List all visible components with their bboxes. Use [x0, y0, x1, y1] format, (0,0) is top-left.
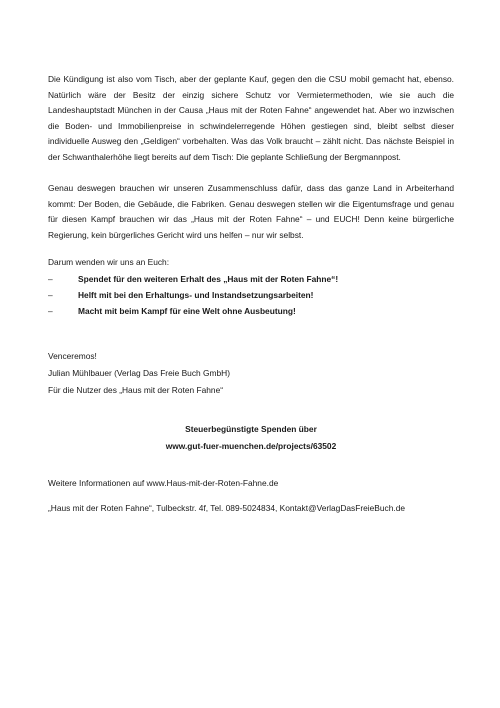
- demand-text: Helft mit bei den Erhaltungs- und Instandsetzungsarbeiten!: [78, 290, 314, 300]
- donation-link[interactable]: www.gut-fuer-muenchen.de/projects/63502: [165, 441, 337, 451]
- demand-item: [48, 288, 454, 304]
- contact-line: „Haus mit der Roten Fahne“, Tulbeckstr. 4f, Tel. 089-5024834, Kontakt@VerlagDasFreieBuch.de: [48, 503, 406, 513]
- demand-item: [48, 304, 454, 320]
- on-behalf-line: Für die Nutzer des „Haus mit der Roten Fahne“: [48, 385, 224, 395]
- closing-block: [48, 349, 454, 400]
- lead-in-text: Darum wenden wir uns an Euch:: [48, 257, 170, 267]
- demands-list: [48, 272, 454, 320]
- demand-text: Macht mit beim Kampf für eine Welt ohne Ausbeutung!: [78, 306, 296, 316]
- demand-text: Spendet für den weiteren Erhalt des „Haus mit der Roten Fahne“!: [78, 274, 339, 284]
- letter-page: [48, 72, 454, 526]
- donation-block: [48, 422, 454, 456]
- closing-salute: Venceremos!: [48, 351, 97, 361]
- body-paragraph-2: Genau deswegen brauchen wir unseren Zusammenschluss dafür, dass das ganze Land in Arbeiterhand kommt: Der Boden, die Gebäude, die Fabriken. Genau deswegen stellen wir die Eigentumsfrage und genau für diesen Kampf brauchen wir das „Haus mit der Roten Fahne“ – und EUCH! Denn keine bürgerliche Regierung, kein bürgerliches Gericht wird uns helfen – nur wir selbst.: [48, 183, 454, 240]
- dash-bullet: –: [48, 306, 53, 316]
- dash-bullet: –: [48, 290, 53, 300]
- body-paragraph-1: Die Kündigung ist also vom Tisch, aber der geplante Kauf, gegen den die CSU mobil gemacht hat, ebenso. Natürlich wäre der Besitz der einzig sichere Schutz vor Vermietermethoden, wie sie auch die Landeshauptstadt München in der Causa „Haus mit der Roten Fahne“ angewendet hat. Aber wo inzwischen die Boden- und Immobilienpreise in schwindelerregende Höhen gestiegen sind, bleibt selbst dieser individuelle Ausweg den „Geldigen“ vorbehalten. Was das Volk braucht – zählt nicht. Das nächste Beispiel in der Schwanthalerhöhe liegt bereits auf dem Tisch: Die geplante Schließung der Bergmannpost.: [48, 74, 454, 162]
- donation-heading: Steuerbegünstigte Spenden über: [185, 424, 317, 434]
- dash-bullet: –: [48, 274, 53, 284]
- signature-line: Julian Mühlbauer (Verlag Das Freie Buch GmbH): [48, 368, 231, 378]
- footer-info: [48, 476, 454, 526]
- more-info-link[interactable]: Weitere Informationen auf www.Haus-mit-der-Roten-Fahne.de: [48, 478, 279, 488]
- demand-item: [48, 272, 454, 288]
